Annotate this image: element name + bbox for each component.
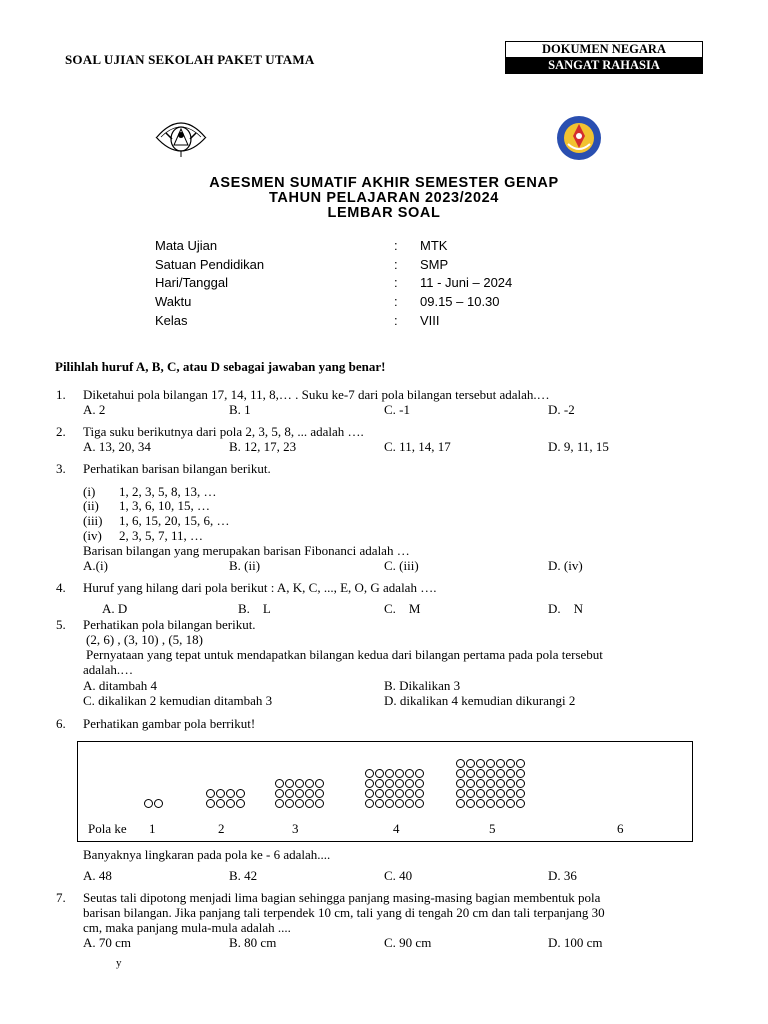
option-d: D. -2	[548, 402, 575, 417]
pattern-circle	[395, 769, 404, 778]
sequence-roman: (i)	[83, 484, 96, 499]
pattern-circle	[315, 779, 324, 788]
pattern-circle	[415, 789, 424, 798]
pattern-circle	[154, 799, 163, 808]
pattern-circle	[365, 789, 374, 798]
pattern-circle	[405, 779, 414, 788]
pattern-circle	[305, 789, 314, 798]
pattern-circle	[516, 769, 525, 778]
pattern-circle	[486, 769, 495, 778]
option-c: C. 11, 14, 17	[384, 439, 451, 454]
option-b: B. L	[238, 601, 271, 616]
pattern-circle	[516, 789, 525, 798]
circle-pattern-figure	[77, 741, 693, 842]
pattern-circle	[395, 779, 404, 788]
instruction: Pilihlah huruf A, B, C, atau D sebagai jawaban yang benar!	[55, 359, 386, 374]
pattern-circle	[236, 799, 245, 808]
option-c: C. 40	[384, 868, 413, 883]
option-a: A. 13, 20, 34	[83, 439, 151, 454]
option-c: C. dikalikan 2 kemudian ditambah 3	[83, 693, 273, 708]
pattern-circle	[486, 799, 495, 808]
option-d: D. (iv)	[548, 558, 583, 573]
info-value: MTK	[420, 238, 448, 253]
pattern-circle	[476, 759, 485, 768]
pattern-circle	[486, 759, 495, 768]
pattern-circle	[506, 789, 515, 798]
option-c: C. -1	[384, 402, 410, 417]
option-b: B. 42	[229, 868, 258, 883]
option-a: A. 2	[83, 402, 106, 417]
pattern-circle	[315, 789, 324, 798]
academic-year: TAHUN PELAJARAN 2023/2024	[269, 190, 499, 206]
pattern-circle	[395, 799, 404, 808]
statement-line: adalah.…	[83, 662, 134, 677]
document-classification-box	[505, 41, 703, 74]
pattern-circle	[375, 799, 384, 808]
pattern-circle	[476, 779, 485, 788]
pattern-circle	[405, 799, 414, 808]
question-number: 1.	[56, 387, 66, 402]
pattern-circle	[506, 799, 515, 808]
pattern-circle	[405, 789, 414, 798]
sequence-values: 1, 6, 15, 20, 15, 6, …	[119, 513, 230, 528]
pattern-circle	[506, 779, 515, 788]
question-number: 5.	[56, 617, 66, 632]
option-b: B. 1	[229, 402, 251, 417]
school-emblem-logo-icon	[556, 114, 602, 162]
pattern-circle	[305, 799, 314, 808]
question-number: 4.	[56, 580, 66, 595]
pattern-circle	[456, 789, 465, 798]
option-b: B. Dikalikan 3	[384, 678, 461, 693]
sequence-values: 2, 3, 5, 7, 11, …	[119, 528, 204, 543]
pattern-circle	[496, 769, 505, 778]
option-a: A.(i)	[83, 558, 108, 573]
info-colon: :	[394, 257, 398, 272]
pattern-circle	[285, 789, 294, 798]
pattern-number: 6	[617, 821, 624, 836]
info-colon: :	[394, 238, 398, 253]
pattern-circle	[415, 799, 424, 808]
question-number: 2.	[56, 424, 66, 439]
pattern-circle	[365, 769, 374, 778]
sequence-roman: (ii)	[83, 498, 99, 513]
option-d: D. dikalikan 4 kemudian dikurangi 2	[384, 693, 576, 708]
question-text: Perhatikan barisan bilangan berikut.	[83, 461, 271, 476]
option-c: C. (iii)	[384, 558, 419, 573]
pattern-circle	[476, 799, 485, 808]
option-d: D. N	[548, 601, 584, 616]
pattern-circle	[466, 779, 475, 788]
pattern-number: 3	[292, 821, 299, 836]
pattern-circle	[375, 769, 384, 778]
tut-wuri-handayani-logo-icon	[152, 115, 210, 159]
pattern-circle	[216, 789, 225, 798]
option-c: C. 90 cm	[384, 935, 432, 950]
option-d: D. 36	[548, 868, 577, 883]
pattern-circle	[476, 769, 485, 778]
pattern-circle	[275, 789, 284, 798]
pattern-number: 2	[218, 821, 225, 836]
info-label: Mata Ujian	[155, 238, 218, 253]
pattern-number: 1	[149, 821, 156, 836]
pattern-circle	[226, 799, 235, 808]
option-a: A. 70 cm	[83, 935, 132, 950]
question-number: 7.	[56, 890, 66, 905]
pattern-circle	[486, 789, 495, 798]
pattern-circle	[295, 799, 304, 808]
info-colon: :	[394, 294, 398, 309]
pattern-circle	[466, 769, 475, 778]
header-school-title: SOAL UJIAN SEKOLAH PAKET UTAMA	[65, 52, 315, 67]
footer-mark: y	[116, 957, 122, 969]
pattern-circle	[405, 769, 414, 778]
option-b: B. 12, 17, 23	[229, 439, 297, 454]
info-colon: :	[394, 313, 398, 328]
pattern-circle	[456, 779, 465, 788]
info-value: VIII	[420, 313, 440, 328]
option-a: A. 48	[83, 868, 112, 883]
number-pairs: (2, 6) , (3, 10) , (5, 18)	[86, 632, 203, 647]
pattern-circle	[285, 799, 294, 808]
pattern-circle	[365, 799, 374, 808]
pattern-number: 5	[489, 821, 496, 836]
exam-title: ASESMEN SUMATIF AKHIR SEMESTER GENAP	[209, 175, 559, 191]
pattern-circle	[496, 759, 505, 768]
pattern-circle	[456, 799, 465, 808]
info-label: Satuan Pendidikan	[155, 257, 265, 272]
question-text: Perhatikan gambar pola berrikut!	[83, 716, 256, 731]
option-a: A. ditambah 4	[83, 678, 158, 693]
question-text-line: cm, maka panjang mula-mula adalah ....	[83, 920, 291, 935]
question-text-line: barisan bilangan. Jika panjang tali terpendek 10 cm, tali yang di tengah 20 cm dan tali terpanjang 30	[83, 905, 605, 920]
pattern-circle	[385, 789, 394, 798]
sequence-values: 1, 3, 6, 10, 15, …	[119, 498, 210, 513]
pattern-circle	[486, 779, 495, 788]
doc-classification-line2: SANGAT RAHASIA	[506, 58, 702, 73]
question-text-line: Seutas tali dipotong menjadi lima bagian sehingga panjang masing-masing bagian membentuk pola	[83, 890, 601, 905]
pattern-circle	[206, 789, 215, 798]
sequence-roman: (iii)	[83, 513, 103, 528]
pattern-circle	[275, 799, 284, 808]
pattern-circle	[385, 769, 394, 778]
pattern-circle	[236, 789, 245, 798]
pattern-circle	[506, 769, 515, 778]
pattern-circle	[496, 799, 505, 808]
info-label: Kelas	[155, 313, 188, 328]
pattern-circle	[365, 779, 374, 788]
sequence-values: 1, 2, 3, 5, 8, 13, …	[119, 484, 217, 499]
pattern-circle	[275, 779, 284, 788]
pattern-circle	[226, 789, 235, 798]
info-colon: :	[394, 275, 398, 290]
pattern-circle	[385, 799, 394, 808]
pattern-circle	[295, 789, 304, 798]
pattern-number: 4	[393, 821, 400, 836]
info-value: 09.15 – 10.30	[420, 294, 500, 309]
pattern-circle	[476, 789, 485, 798]
info-label: Hari/Tanggal	[155, 275, 228, 290]
question-text: Perhatikan pola bilangan berikut.	[83, 617, 256, 632]
option-c: C. M	[384, 601, 421, 616]
pattern-circle	[375, 779, 384, 788]
question-text: Tiga suku berikutnya dari pola 2, 3, 5, 8, ... adalah ….	[83, 424, 364, 439]
doc-classification-line1: DOKUMEN NEGARA	[506, 42, 702, 58]
option-d: D. 100 cm	[548, 935, 603, 950]
pattern-circle	[144, 799, 153, 808]
pattern-circle	[415, 769, 424, 778]
pattern-circle	[206, 799, 215, 808]
pattern-label: Pola ke	[88, 821, 127, 836]
pattern-circle	[456, 759, 465, 768]
sequence-roman: (iv)	[83, 528, 102, 543]
option-b: B. (ii)	[229, 558, 261, 573]
pattern-circle	[496, 779, 505, 788]
option-d: D. 9, 11, 15	[548, 439, 609, 454]
pattern-circle	[456, 769, 465, 778]
question-number: 6.	[56, 716, 66, 731]
question-text: Huruf yang hilang dari pola berikut : A, K, C, ..., E, O, G adalah ….	[83, 580, 437, 595]
pattern-circle	[295, 779, 304, 788]
pattern-circle	[466, 759, 475, 768]
question-ask: Barisan bilangan yang merupakan barisan Fibonanci adalah …	[83, 543, 410, 558]
pattern-circle	[315, 799, 324, 808]
pattern-circle	[285, 779, 294, 788]
info-value: SMP	[420, 257, 449, 272]
option-b: B. 80 cm	[229, 935, 277, 950]
pattern-circle	[415, 779, 424, 788]
pattern-circle	[395, 789, 404, 798]
pattern-circle	[516, 799, 525, 808]
sheet-title: LEMBAR SOAL	[327, 205, 441, 221]
pattern-circle	[216, 799, 225, 808]
pattern-circle	[305, 779, 314, 788]
pattern-circle	[466, 799, 475, 808]
info-value: 11 - Juni – 2024	[420, 275, 513, 290]
option-a: A. D	[102, 601, 128, 616]
pattern-circle	[516, 779, 525, 788]
pattern-circle	[496, 789, 505, 798]
info-label: Waktu	[155, 294, 192, 309]
pattern-circle	[375, 789, 384, 798]
pattern-circle	[516, 759, 525, 768]
pattern-circle	[385, 779, 394, 788]
question-ask: Banyaknya lingkaran pada pola ke - 6 adalah....	[83, 847, 331, 862]
question-text: Diketahui pola bilangan 17, 14, 11, 8,… . Suku ke-7 dari pola bilangan tersebut adalah.…	[83, 387, 550, 402]
pattern-circle	[506, 759, 515, 768]
question-number: 3.	[56, 461, 66, 476]
pattern-circle	[466, 789, 475, 798]
statement-line: Pernyataan yang tepat untuk mendapatkan bilangan kedua dari bilangan pertama pada pola tersebut	[86, 647, 603, 662]
